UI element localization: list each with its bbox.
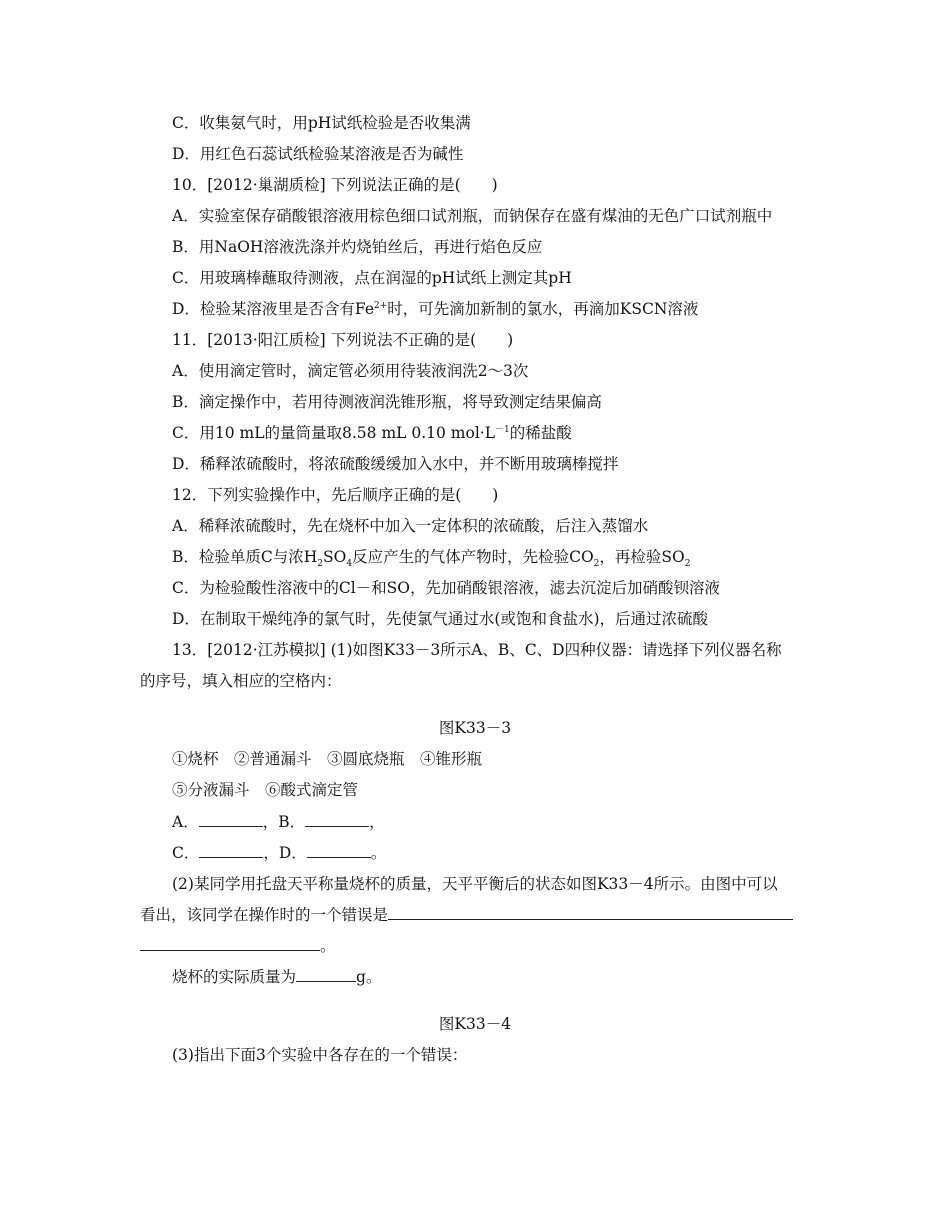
- q13-stem-line-1: 13．[2012·江苏模拟] (1)如图K33－3所示A、B、C、D四种仪器：请选择下列仪器名称: [172, 641, 782, 659]
- q10-stem: 10．[2012·巢湖质检] 下列说法正确的是( ): [172, 176, 498, 194]
- part2-end-punct: 。: [320, 937, 336, 955]
- answer-punct-b: ，: [369, 813, 385, 831]
- q12b-text-2: SO: [323, 548, 347, 566]
- instrument-options-1: ①烧杯 ②普通漏斗 ③圆底烧瓶 ④锥形瓶: [172, 750, 483, 768]
- answer-label-d: ，D．: [263, 844, 307, 862]
- q10d-text: D．检验某溶液里是否含有Fe: [172, 300, 375, 318]
- answer-label-c: C．: [172, 844, 200, 862]
- error-answer-blank-2[interactable]: [140, 936, 320, 951]
- q13-part2-line-1: (2)某同学用托盘天平称量烧杯的质量，天平平衡后的状态如图K33－4所示。由图中可以: [172, 875, 778, 893]
- q10-option-a: A．实验室保存硝酸银溶液用棕色细口试剂瓶，而钠保存在盛有煤油的无色广口试剂瓶中: [172, 207, 773, 225]
- q11c-text-end: 的稀盐酸: [509, 424, 572, 442]
- answer-blank-c[interactable]: [199, 843, 263, 858]
- mass-unit: g。: [356, 968, 382, 986]
- q12b-sub-4: 2: [684, 559, 691, 570]
- q11c-text: C．用10 mL的量筒量取8.58 mL 0.10 mol·L: [172, 424, 496, 442]
- q13-part3: (3)指出下面3个实验中各存在的一个错误：: [172, 1046, 468, 1064]
- answer-blank-a[interactable]: [199, 812, 263, 827]
- q10d-superscript: 2+: [374, 300, 388, 311]
- q12b-sub-3: 2: [593, 559, 600, 570]
- answer-line-ab: [172, 812, 385, 832]
- error-answer-blank-1[interactable]: [388, 905, 793, 920]
- q12b-text-3: 反应产生的气体产物时，先检验CO: [352, 548, 594, 566]
- q12-option-c: C．为检验酸性溶液中的Cl－和SO，先加硝酸银溶液，滤去沉淀后加硝酸钡溶液: [172, 579, 721, 597]
- q9-option-d: D．用红色石蕊试纸检验某溶液是否为碱性: [172, 145, 464, 163]
- q10d-text-end: 时，可先滴加新制的氯水，再滴加KSCN溶液: [387, 300, 699, 318]
- q12-option-a: A．稀释浓硫酸时，先在烧杯中加入一定体积的浓硫酸，后注入蒸馏水: [172, 517, 649, 535]
- instrument-options-2: ⑤分液漏斗 ⑥酸式滴定管: [172, 781, 359, 799]
- q12b-text-4: ，再检验SO: [599, 548, 685, 566]
- q12-option-d: D．在制取干燥纯净的氯气时，先使氯气通过水(或饱和食盐水)，后通过浓硫酸: [172, 610, 709, 628]
- q11-option-a: A．使用滴定管时，滴定管必须用待装液润洗2～3次: [172, 362, 529, 380]
- answer-line-cd: [172, 843, 386, 863]
- q12b-sub-1: 2: [317, 559, 324, 570]
- q10-option-b: B．用NaOH溶液洗涤并灼烧铂丝后，再进行焰色反应: [172, 238, 543, 256]
- q12b-sub-2: 4: [346, 559, 353, 570]
- answer-punct-d: 。: [370, 844, 387, 862]
- answer-blank-b[interactable]: [305, 812, 369, 827]
- q11-option-c: [172, 423, 572, 443]
- q13-part2-line-2: [140, 905, 793, 925]
- q13-stem-line-2: 的序号，填入相应的空格内：: [140, 672, 342, 690]
- q12b-text-1: B．检验单质C与浓H: [172, 548, 318, 566]
- mass-text: 烧杯的实际质量为: [172, 968, 297, 986]
- q13-part2-line-3: [140, 936, 336, 956]
- q12-option-b: [172, 547, 691, 570]
- figure-caption-k33-3: 图K33－3: [438, 719, 512, 737]
- answer-blank-d[interactable]: [307, 843, 371, 858]
- part2-text: 看出，该同学在操作时的一个错误是: [140, 906, 389, 924]
- q11-option-b: B．滴定操作中，若用待测液润洗锥形瓶，将导致测定结果偏高: [172, 393, 602, 411]
- q10-option-d: [172, 299, 698, 319]
- q9-option-c: C．收集氨气时，用pH试纸检验是否收集满: [172, 114, 471, 132]
- answer-label-b: ，B．: [262, 813, 306, 831]
- answer-label-a: A．: [172, 813, 199, 831]
- q11-option-d: D．稀释浓硫酸时，将浓硫酸缓缓加入水中，并不断用玻璃棒搅拌: [172, 455, 619, 473]
- figure-caption-k33-4: 图K33－4: [438, 1015, 512, 1033]
- q11c-superscript: －1: [495, 424, 510, 435]
- q10-option-c: C．用玻璃棒蘸取待测液，点在润湿的pH试纸上测定其pH: [172, 269, 572, 287]
- beaker-mass-line: [172, 967, 381, 987]
- q11-stem: 11．[2013·阳江质检] 下列说法不正确的是( ): [172, 331, 514, 349]
- q12-stem: 12．下列实验操作中，先后顺序正确的是( ): [172, 486, 499, 504]
- mass-answer-blank[interactable]: [296, 967, 356, 982]
